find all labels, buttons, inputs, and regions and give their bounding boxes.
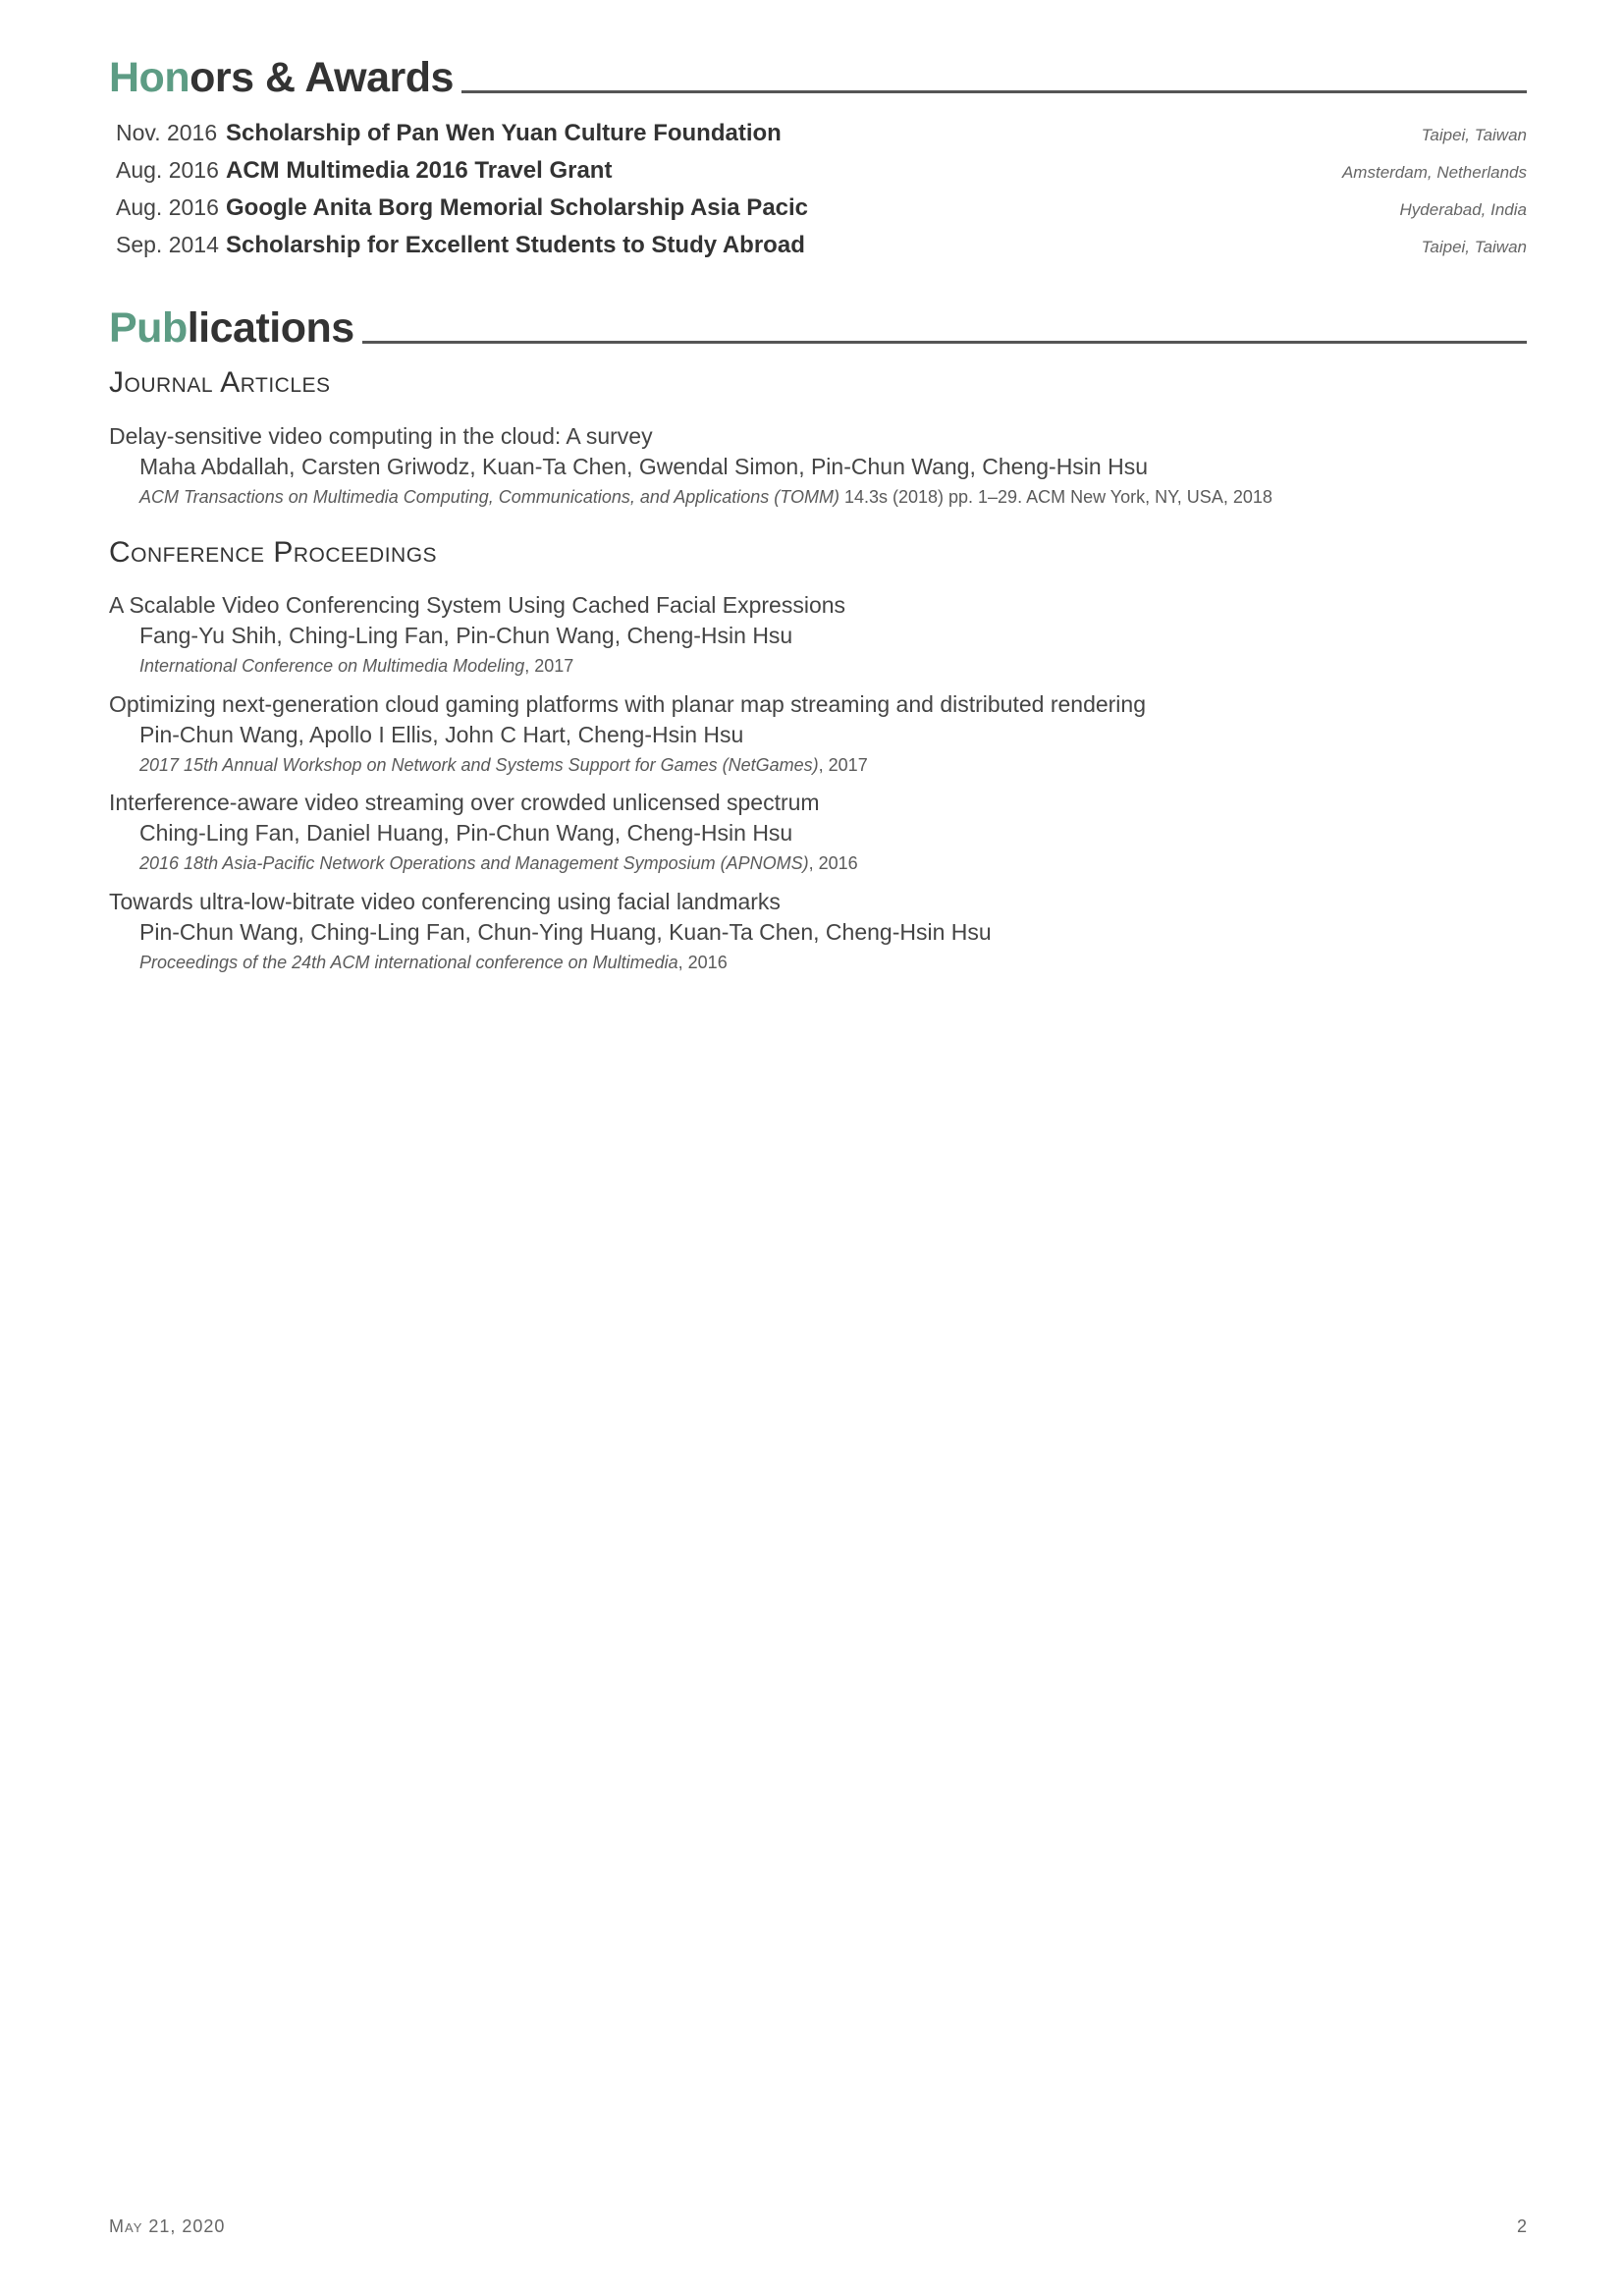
venue-name: Proceedings of the 24th ACM international conference on Multimedia <box>139 953 678 972</box>
venue-name: ACM Transactions on Multimedia Computing, Communications, and Applications (TOMM) <box>139 487 839 507</box>
honor-title: ACM Multimedia 2016 Travel Grant <box>226 157 613 184</box>
publication-title: Optimizing next-generation cloud gaming platforms with planar map streaming and distributed rendering <box>109 691 1147 717</box>
conference-paper-entry <box>109 788 1527 879</box>
venue-name: International Conference on Multimedia Modeling <box>139 656 525 676</box>
honor-item <box>116 157 1527 192</box>
conference-paper-entry <box>109 887 1527 978</box>
publication-venue <box>109 651 1527 682</box>
publications-section-rule <box>362 341 1527 344</box>
publication-title: Delay-sensitive video computing in the cloud: A survey <box>109 423 653 449</box>
journal-article-entry <box>109 421 1527 513</box>
conference-proceedings-heading: Conference Proceedings <box>109 536 438 569</box>
publication-title: Interference-aware video streaming over crowded unlicensed spectrum <box>109 790 820 815</box>
honor-date: Nov. 2016 <box>116 120 218 145</box>
journal-articles-heading: Journal Articles <box>109 366 331 399</box>
conference-paper-entry <box>109 590 1527 682</box>
publications-title-rest: lications <box>187 304 354 352</box>
honor-location: Taipei, Taiwan <box>1421 126 1527 144</box>
venue-details: , 2017 <box>524 656 574 676</box>
honors-section-header <box>109 54 1527 101</box>
honor-title: Google Anita Borg Memorial Scholarship Asia Pacic <box>226 194 809 221</box>
honors-section-rule <box>461 90 1527 93</box>
venue-name: 2016 18th Asia-Pacific Network Operations and Management Symposium (APNOMS) <box>139 853 809 873</box>
publication-venue <box>109 482 1527 513</box>
honor-date: Sep. 2014 <box>116 232 219 257</box>
publication-venue <box>109 948 1527 978</box>
honor-location: Amsterdam, Netherlands <box>1341 163 1527 182</box>
venue-name: 2017 15th Annual Workshop on Network and Systems Support for Games (NetGames) <box>139 755 819 775</box>
publications-section-title <box>109 304 354 352</box>
venue-details: , 2016 <box>808 853 858 873</box>
honor-location: Hyderabad, India <box>1399 200 1527 219</box>
honors-title-accent: Hon <box>109 54 190 101</box>
honor-location: Taipei, Taiwan <box>1421 238 1527 256</box>
publication-authors: Ching-Ling Fan, Daniel Huang, Pin-Chun Wang, Cheng-Hsin Hsu <box>139 820 793 846</box>
venue-details: , 2016 <box>677 953 728 972</box>
footer-page-number: 2 <box>1516 2216 1527 2236</box>
honor-date: Aug. 2016 <box>116 157 219 183</box>
footer-date: May 21, 2020 <box>109 2216 226 2236</box>
publication-authors: Maha Abdallah, Carsten Griwodz, Kuan-Ta Chen, Gwendal Simon, Pin-Chun Wang, Cheng-Hsin Hsu <box>139 454 1148 479</box>
venue-details: 14.3s (2018) pp. 1–29. ACM New York, NY, USA, 2018 <box>839 487 1272 507</box>
honor-item <box>116 232 1527 267</box>
publication-venue <box>109 848 1527 879</box>
honor-date: Aug. 2016 <box>116 194 219 220</box>
honors-title-rest: ors & Awards <box>189 54 454 101</box>
publications-title-accent: Pub <box>109 304 188 352</box>
honor-title: Scholarship for Excellent Students to Study Abroad <box>226 232 805 258</box>
publication-title: A Scalable Video Conferencing System Using Cached Facial Expressions <box>109 592 846 618</box>
publication-title: Towards ultra-low-bitrate video conferencing using facial landmarks <box>109 889 781 914</box>
honor-title: Scholarship of Pan Wen Yuan Culture Foundation <box>226 120 782 146</box>
publication-venue <box>109 750 1527 781</box>
conference-paper-entry <box>109 689 1527 781</box>
publication-authors: Fang-Yu Shih, Ching-Ling Fan, Pin-Chun Wang, Cheng-Hsin Hsu <box>139 623 793 648</box>
publications-section-header <box>109 304 1527 352</box>
publication-authors: Pin-Chun Wang, Apollo I Ellis, John C Hart, Cheng-Hsin Hsu <box>139 722 744 747</box>
honor-item <box>116 194 1527 230</box>
honor-item <box>116 120 1527 155</box>
honors-section-title <box>109 54 454 101</box>
publication-authors: Pin-Chun Wang, Ching-Ling Fan, Chun-Ying Huang, Kuan-Ta Chen, Cheng-Hsin Hsu <box>139 919 992 945</box>
venue-details: , 2017 <box>818 755 868 775</box>
